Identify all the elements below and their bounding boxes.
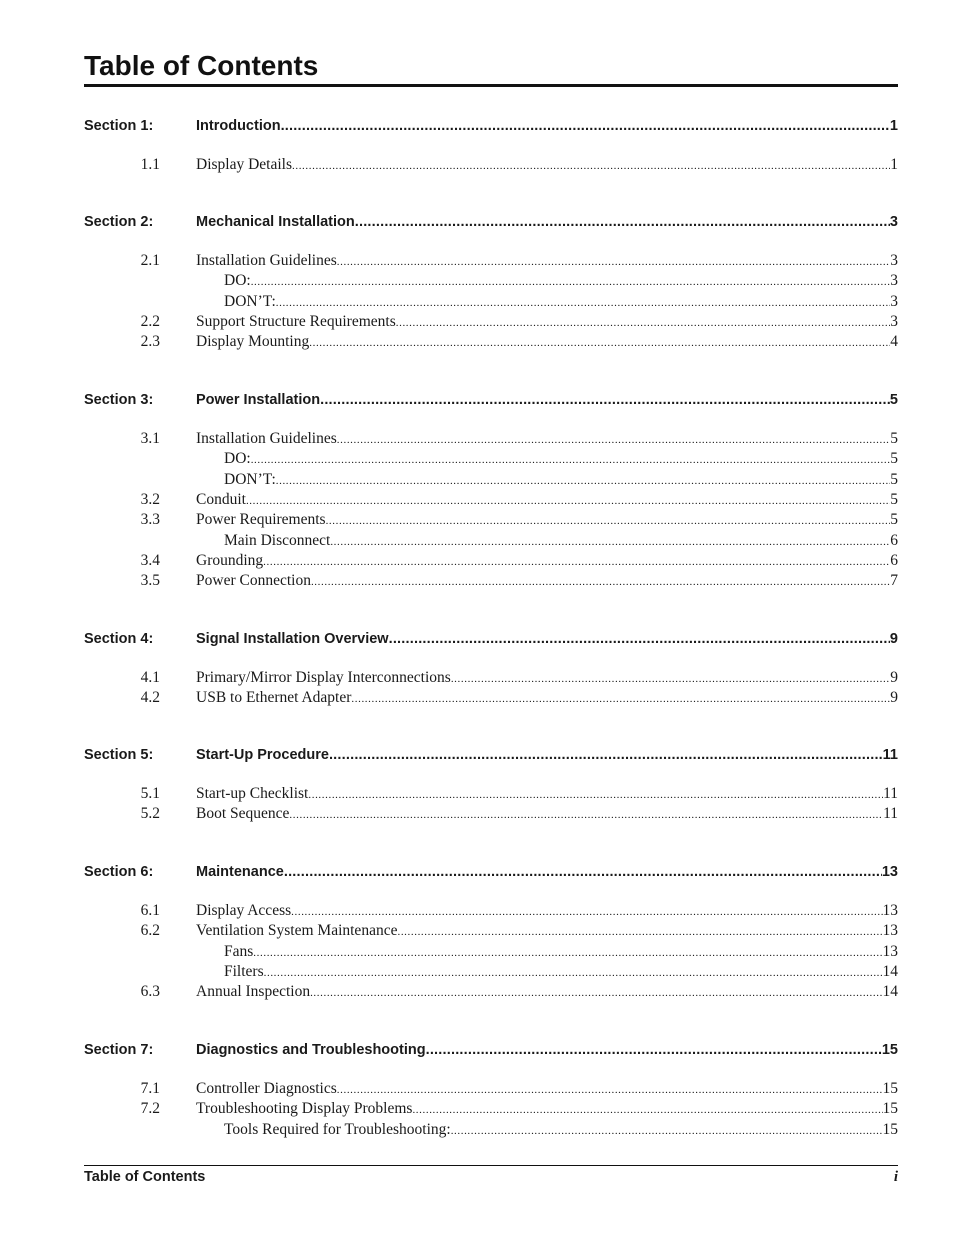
entry-body xyxy=(196,552,898,570)
entry-title[interactable]: Filters xyxy=(224,962,264,980)
toc-entry-row[interactable] xyxy=(84,313,898,331)
toc-section-row[interactable] xyxy=(84,213,898,231)
section-page-number: 1 xyxy=(889,118,898,134)
dot-leader xyxy=(263,552,890,570)
section-page-number: 5 xyxy=(889,392,898,408)
entry-body xyxy=(196,272,898,290)
toc-entry-row[interactable] xyxy=(84,1100,898,1118)
section-title[interactable]: Start-Up Procedure xyxy=(196,747,329,763)
entry-number: 3.4 xyxy=(140,551,160,569)
footer-title: Table of Contents xyxy=(84,1169,206,1185)
entry-page-number: 6 xyxy=(890,531,898,549)
entry-title[interactable]: DON’T: xyxy=(224,292,276,310)
section-title[interactable]: Mechanical Installation xyxy=(196,214,355,230)
toc-entry-row[interactable] xyxy=(84,272,898,290)
entry-page-number: 1 xyxy=(890,156,898,173)
title-rule xyxy=(84,84,898,87)
section-title[interactable]: Diagnostics and Troubleshooting xyxy=(196,1042,426,1058)
entry-page-number: 5 xyxy=(890,511,898,529)
entry-number: 5.1 xyxy=(140,785,160,802)
dot-leader xyxy=(351,689,890,707)
dot-leader xyxy=(289,805,883,823)
toc-entry-row[interactable] xyxy=(84,963,898,981)
entry-title[interactable]: Power Requirements xyxy=(196,511,326,529)
dot-leader xyxy=(281,117,890,135)
entry-page-number: 15 xyxy=(882,1100,898,1118)
dot-leader xyxy=(330,532,890,550)
dot-leader xyxy=(246,491,890,509)
entry-title[interactable]: Power Connection xyxy=(196,572,311,590)
section-label: Section 6: xyxy=(84,864,154,880)
entry-number: 6.1 xyxy=(140,902,160,919)
entry-number: 2.3 xyxy=(140,333,160,351)
section-body xyxy=(196,1041,898,1059)
entry-page-number: 7 xyxy=(890,572,898,590)
dot-leader xyxy=(426,1041,882,1059)
entry-number: 3.2 xyxy=(140,490,160,508)
entry-number: 1.1 xyxy=(140,156,160,173)
dot-leader xyxy=(329,746,883,764)
dot-leader xyxy=(326,511,891,529)
dot-leader xyxy=(337,252,890,270)
dot-leader xyxy=(311,572,890,590)
dot-leader xyxy=(251,450,891,468)
toc-entry-row[interactable] xyxy=(84,333,898,351)
section-body xyxy=(196,863,898,881)
toc-section-row[interactable] xyxy=(84,630,898,648)
entry-title[interactable]: Annual Inspection xyxy=(196,983,311,1001)
entry-page-number: 13 xyxy=(882,902,898,919)
section-body xyxy=(196,746,898,764)
toc-entry-row[interactable] xyxy=(84,805,898,823)
entry-page-number: 3 xyxy=(890,292,898,310)
toc-entry-row[interactable] xyxy=(84,532,898,550)
dot-leader xyxy=(337,430,890,448)
entry-title[interactable]: Display Details xyxy=(196,156,292,173)
section-label: Section 7: xyxy=(84,1042,154,1058)
toc-entry-row[interactable] xyxy=(84,450,898,468)
dot-leader xyxy=(451,1121,883,1139)
entry-page-number: 14 xyxy=(882,962,898,980)
dot-leader xyxy=(276,293,891,311)
dot-leader xyxy=(251,272,891,290)
dot-leader xyxy=(412,1100,882,1118)
section-title[interactable]: Power Installation xyxy=(196,392,321,408)
entry-body xyxy=(196,532,898,550)
toc-entry-row[interactable] xyxy=(84,785,898,803)
toc-entry-row[interactable] xyxy=(84,902,898,920)
section-title[interactable]: Introduction xyxy=(196,118,281,134)
entry-title[interactable]: Installation Guidelines xyxy=(196,252,337,269)
toc-entry-row[interactable] xyxy=(84,430,898,448)
entry-body xyxy=(196,450,898,468)
section-body xyxy=(196,391,898,409)
section-label: Section 4: xyxy=(84,631,154,647)
entry-page-number: 15 xyxy=(882,1120,898,1138)
entry-title[interactable]: Grounding xyxy=(196,551,264,569)
entry-page-number: 13 xyxy=(882,922,898,940)
dot-leader xyxy=(389,630,890,648)
entry-body xyxy=(196,1121,898,1139)
entry-page-number: 9 xyxy=(890,669,898,686)
dot-leader xyxy=(264,963,883,981)
entry-body xyxy=(196,572,898,590)
entry-page-number: 4 xyxy=(890,333,898,351)
entry-body xyxy=(196,156,898,174)
entry-title[interactable]: DON’T: xyxy=(224,470,276,488)
dot-leader xyxy=(309,333,890,351)
dot-leader xyxy=(291,902,882,920)
entry-number: 7.1 xyxy=(140,1080,160,1097)
section-label: Section 1: xyxy=(84,118,154,134)
entry-body xyxy=(196,922,898,940)
entry-page-number: 3 xyxy=(890,252,898,269)
entry-body xyxy=(196,943,898,961)
dot-leader xyxy=(253,943,882,961)
entry-title[interactable]: Installation Guidelines xyxy=(196,430,337,447)
entry-page-number: 9 xyxy=(890,689,898,707)
entry-number: 7.2 xyxy=(140,1100,160,1118)
dot-leader xyxy=(276,471,891,489)
entry-title[interactable]: Display Access xyxy=(196,902,292,919)
toc-entry-row[interactable] xyxy=(84,943,898,961)
dot-leader xyxy=(355,213,890,231)
dot-leader xyxy=(337,1080,883,1098)
entry-title[interactable]: Main Disconnect xyxy=(224,531,331,549)
section-label: Section 3: xyxy=(84,392,154,408)
section-label: Section 2: xyxy=(84,214,154,230)
entry-page-number: 3 xyxy=(890,272,898,290)
entry-page-number: 5 xyxy=(890,490,898,508)
toc-entry-row[interactable] xyxy=(84,572,898,590)
page-title: Table of Contents xyxy=(84,50,319,81)
entry-body xyxy=(196,902,898,920)
dot-leader xyxy=(320,391,890,409)
toc-section-row[interactable] xyxy=(84,863,898,881)
section-title[interactable]: Signal Installation Overview xyxy=(196,631,389,647)
entry-title[interactable]: Conduit xyxy=(196,490,246,508)
toc-entry-row[interactable] xyxy=(84,511,898,529)
toc-entry-row[interactable] xyxy=(84,552,898,570)
entry-page-number: 14 xyxy=(882,983,898,1001)
entry-title[interactable]: USB to Ethernet Adapter xyxy=(196,689,352,707)
dot-leader xyxy=(451,669,890,687)
entry-body xyxy=(196,511,898,529)
entry-title[interactable]: Ventilation System Maintenance xyxy=(196,922,398,940)
entry-page-number: 13 xyxy=(882,942,898,960)
footer-page-number: i xyxy=(893,1169,898,1185)
dot-leader xyxy=(308,785,883,803)
entry-title[interactable]: DO: xyxy=(224,450,251,468)
entry-title[interactable]: Tools Required for Troubleshooting: xyxy=(224,1120,451,1138)
toc-section-row[interactable] xyxy=(84,117,898,135)
dot-leader xyxy=(292,156,890,174)
toc-section-row[interactable] xyxy=(84,1041,898,1059)
toc-entry-row[interactable] xyxy=(84,471,898,489)
entry-number: 5.2 xyxy=(140,805,160,823)
toc-entry-row[interactable] xyxy=(84,293,898,311)
entry-title[interactable]: Primary/Mirror Display Interconnections xyxy=(196,669,451,686)
entry-number: 4.1 xyxy=(140,669,160,686)
section-page-number: 9 xyxy=(889,631,898,647)
entry-page-number: 3 xyxy=(890,312,898,330)
toc-section-row[interactable] xyxy=(84,391,898,409)
entry-number: 6.3 xyxy=(140,983,160,1001)
entry-body xyxy=(196,983,898,1001)
entry-body xyxy=(196,963,898,981)
section-label: Section 5: xyxy=(84,747,154,763)
entry-page-number: 11 xyxy=(883,785,898,802)
entry-page-number: 5 xyxy=(890,450,898,468)
entry-body xyxy=(196,1100,898,1118)
entry-page-number: 11 xyxy=(883,805,898,823)
dot-leader xyxy=(284,863,882,881)
entry-title[interactable]: Controller Diagnostics xyxy=(196,1080,337,1097)
section-page-number: 13 xyxy=(881,864,898,880)
entry-page-number: 5 xyxy=(890,470,898,488)
section-body xyxy=(196,213,898,231)
entry-title[interactable]: Boot Sequence xyxy=(196,805,290,823)
section-body xyxy=(196,630,898,648)
entry-number: 4.2 xyxy=(140,689,160,707)
toc-entry-row[interactable] xyxy=(84,156,898,174)
section-page-number: 15 xyxy=(881,1042,898,1058)
entry-page-number: 15 xyxy=(882,1080,898,1097)
toc-entry-row[interactable] xyxy=(84,689,898,707)
section-title[interactable]: Maintenance xyxy=(196,864,284,880)
entry-page-number: 5 xyxy=(890,430,898,447)
entry-body xyxy=(196,805,898,823)
entry-body xyxy=(196,491,898,509)
entry-body xyxy=(196,430,898,448)
toc-entry-row[interactable] xyxy=(84,669,898,687)
dot-leader xyxy=(397,922,882,940)
entry-body xyxy=(196,293,898,311)
entry-number: 3.5 xyxy=(140,572,160,590)
entry-number: 2.2 xyxy=(140,312,160,330)
entry-title[interactable]: Troubleshooting Display Problems xyxy=(196,1100,413,1118)
footer-rule xyxy=(84,1165,898,1166)
entry-body xyxy=(196,669,898,687)
entry-body xyxy=(196,471,898,489)
entry-body xyxy=(196,313,898,331)
dot-leader xyxy=(396,313,891,331)
section-body xyxy=(196,117,898,135)
entry-body xyxy=(196,1080,898,1098)
entry-body xyxy=(196,785,898,803)
dot-leader xyxy=(310,983,882,1001)
document-page xyxy=(84,0,898,1235)
entry-number: 2.1 xyxy=(140,252,160,269)
entry-title[interactable]: Display Mounting xyxy=(196,333,310,351)
toc-entry-row[interactable] xyxy=(84,1121,898,1139)
toc-entry-row[interactable] xyxy=(84,922,898,940)
toc-entry-row[interactable] xyxy=(84,983,898,1001)
section-page-number: 3 xyxy=(889,214,898,230)
entry-title[interactable]: Start-up Checklist xyxy=(196,785,309,802)
entry-body xyxy=(196,689,898,707)
entry-number: 3.1 xyxy=(140,430,160,447)
entry-page-number: 6 xyxy=(890,551,898,569)
section-page-number: 11 xyxy=(882,747,898,763)
entry-number: 3.3 xyxy=(140,511,160,529)
entry-title[interactable]: Fans xyxy=(224,942,254,960)
entry-body xyxy=(196,333,898,351)
entry-number: 6.2 xyxy=(140,922,160,940)
entry-body xyxy=(196,252,898,270)
toc-entry-row[interactable] xyxy=(84,1080,898,1098)
entry-title[interactable]: Support Structure Requirements xyxy=(196,312,396,330)
toc-section-row[interactable] xyxy=(84,746,898,764)
entry-title[interactable]: DO: xyxy=(224,272,251,290)
toc-entry-row[interactable] xyxy=(84,252,898,270)
toc-entry-row[interactable] xyxy=(84,491,898,509)
